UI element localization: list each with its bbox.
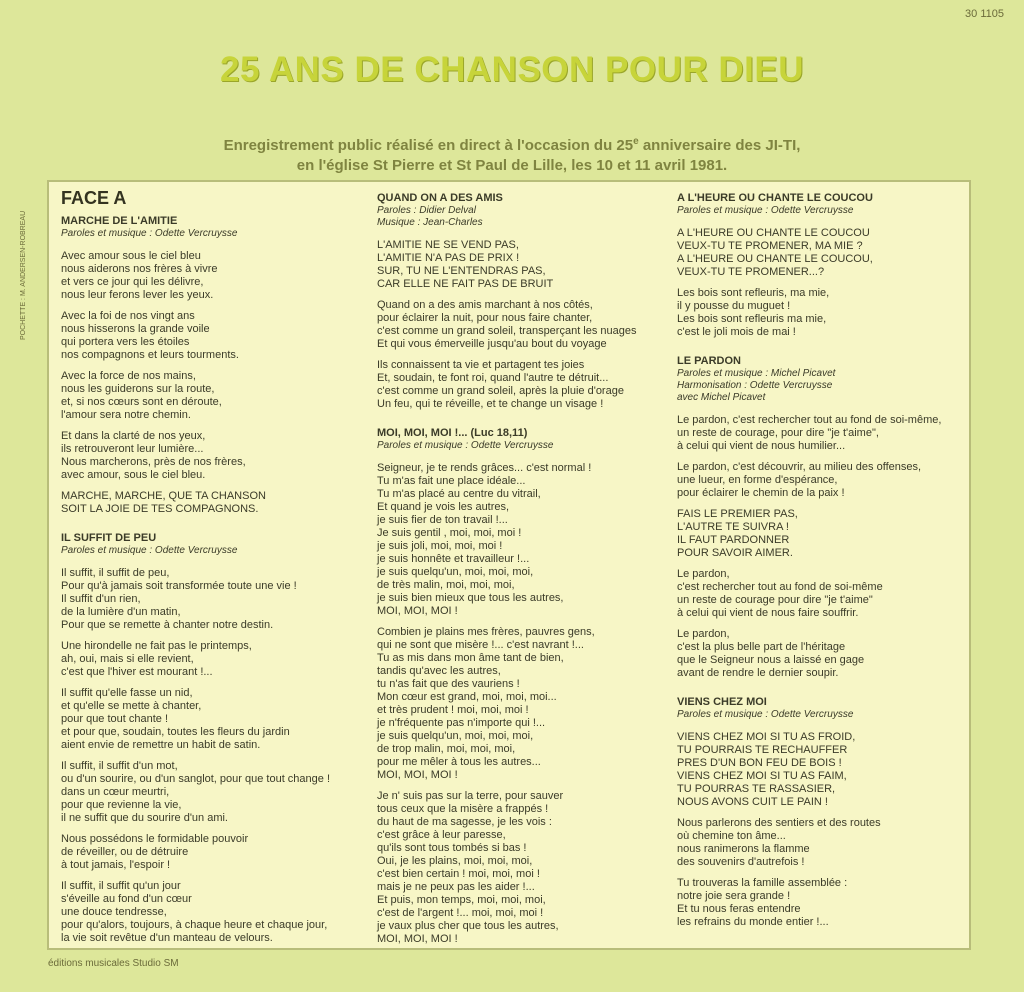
stanza xyxy=(677,508,967,560)
stanza xyxy=(677,287,967,339)
lyric-line: nous leur ferons lever les yeux. xyxy=(61,289,214,301)
lyric-line: avant de rendre le dernier soupir. xyxy=(677,667,839,679)
lyric-line: avec amour, sous le ciel bleu. xyxy=(61,469,206,481)
album-title: 25 ANS DE CHANSON POUR DIEU xyxy=(220,50,804,89)
stanza xyxy=(61,250,361,302)
lyric-line: une douce tendresse, xyxy=(61,906,167,918)
lyric-line: du haut de ma sagesse, je les vois : xyxy=(377,816,552,828)
lyric-line: Avec la foi de nos vingt ans xyxy=(61,310,195,322)
lyric-line: les refrains du monde entier !... xyxy=(677,916,829,928)
stanza xyxy=(61,760,361,825)
lyric-line: A L'HEURE OU CHANTE LE COUCOU, xyxy=(677,253,873,265)
lyric-line: il y pousse du muguet ! xyxy=(677,300,791,312)
stanza xyxy=(377,239,677,291)
lyric-line: c'est la plus belle part de l'héritage xyxy=(677,641,846,653)
lyric-line: et, si nos cœurs sont en déroute, xyxy=(61,396,222,408)
catalog-number: 30 1105 xyxy=(965,8,1004,20)
lyric-line: je suis fier de ton travail !... xyxy=(377,514,508,526)
lyric-line: et pour que, soudain, toutes les fleurs du jardin xyxy=(61,726,290,738)
lyric-line: Et tu nous feras entendre xyxy=(677,903,801,915)
lyric-line: pour que tout chante ! xyxy=(61,713,169,725)
stanza xyxy=(677,817,967,869)
lyric-line: MOI, MOI, MOI ! xyxy=(377,933,458,945)
lyric-line: Tu m'as placé au centre du vitrail, xyxy=(377,488,541,500)
lyric-line: VEUX-TU TE PROMENER, MA MIE ? xyxy=(677,240,863,252)
song-block xyxy=(677,355,967,680)
lyric-line: la vie soit revêtue d'un manteau de velours. xyxy=(61,932,273,944)
stanza xyxy=(677,877,967,929)
lyric-line: c'est rechercher tout au fond de soi-même xyxy=(677,581,883,593)
lyric-line: MARCHE, MARCHE, QUE TA CHANSON xyxy=(61,490,266,502)
lyric-line: je n'fréquente pas n'importe qui !... xyxy=(377,717,546,729)
lyric-line: Mon cœur est grand, moi, moi, moi... xyxy=(377,691,557,703)
stanza xyxy=(61,310,361,362)
lyrics-column xyxy=(677,192,967,945)
song-block xyxy=(61,532,361,945)
stanza xyxy=(61,567,361,632)
lyric-line: Oui, je les plains, moi, moi, moi, xyxy=(377,855,533,867)
album-subtitle xyxy=(0,132,1024,176)
song-block xyxy=(377,192,677,411)
lyric-line: c'est le joli mois de mai ! xyxy=(677,326,796,338)
lyric-line: ah, oui, mais si elle revient, xyxy=(61,653,194,665)
lyric-line: Avec amour sous le ciel bleu xyxy=(61,250,201,262)
lyric-line: notre joie sera grande ! xyxy=(677,890,791,902)
lyrics-column xyxy=(377,192,677,962)
stanza xyxy=(61,640,361,679)
lyric-line: FAIS LE PREMIER PAS, xyxy=(677,508,798,520)
lyric-line: des souvenirs d'autrefois ! xyxy=(677,856,805,868)
song-block xyxy=(377,427,677,946)
lyric-line: qui ne sont que misère !... c'est navrant !... xyxy=(377,639,584,651)
lyric-line: nous les guiderons sur la route, xyxy=(61,383,215,395)
lyric-line: Avec la force de nos mains, xyxy=(61,370,196,382)
stanza xyxy=(61,833,361,872)
lyric-line: Nous possédons le formidable pouvoir xyxy=(61,833,249,845)
lyric-line: pour éclairer le chemin de la paix ! xyxy=(677,487,845,499)
song-credit: avec Michel Picavet xyxy=(677,392,766,403)
song-credit: Musique : Jean-Charles xyxy=(377,217,483,228)
song-credit: Paroles et musique : Odette Vercruysse xyxy=(677,205,854,216)
lyric-line: Le pardon, xyxy=(677,628,730,640)
lyric-line: à tout jamais, l'espoir ! xyxy=(61,859,171,871)
lyric-line: il ne suffit que du sourire d'un ami. xyxy=(61,812,228,824)
lyric-line: L'AMITIE N'A PAS DE PRIX ! xyxy=(377,252,520,264)
lyric-line: Et puis, mon temps, moi, moi, moi, xyxy=(377,894,546,906)
lyric-line: L'AUTRE TE SUIVRA ! xyxy=(677,521,789,533)
song-title: A L'HEURE OU CHANTE LE COUCOU xyxy=(677,192,873,204)
lyric-line: Il suffit, il suffit qu'un jour xyxy=(61,880,181,892)
lyric-line: Et quand je vois les autres, xyxy=(377,501,510,513)
stanza xyxy=(377,626,677,782)
stanza xyxy=(61,430,361,482)
lyric-line: TU POURRAIS TE RECHAUFFER xyxy=(677,744,848,756)
lyric-line: Une hirondelle ne fait pas le printemps, xyxy=(61,640,252,652)
lyric-line: SUR, TU NE L'ENTENDRAS PAS, xyxy=(377,265,546,277)
lyric-line: et qu'elle se mette à chanter, xyxy=(61,700,202,712)
lyric-line: Il suffit qu'elle fasse un nid, xyxy=(61,687,193,699)
lyric-line: de réveiller, ou de détruire xyxy=(61,846,189,858)
lyric-line: nous aiderons nos frères à vivre xyxy=(61,263,218,275)
lyric-line: Il suffit d'un rien, xyxy=(61,593,141,605)
lyric-line: pour que revienne la vie, xyxy=(61,799,182,811)
lyric-line: de très malin, moi, moi, moi, xyxy=(377,579,515,591)
lyric-line: à celui qui vient de nous humilier... xyxy=(677,440,846,452)
lyric-line: Tu m'as fait une place idéale... xyxy=(377,475,526,487)
lyric-line: Et dans la clarté de nos yeux, xyxy=(61,430,206,442)
lyric-line: je suis quelqu'un, moi, moi, moi, xyxy=(377,730,534,742)
lyric-line: un reste de courage, pour dire "je t'aime", xyxy=(677,427,879,439)
lyric-line: Je suis gentil , moi, moi, moi ! xyxy=(377,527,522,539)
lyric-line: c'est comme un grand soleil, après la pluie d'orage xyxy=(377,385,624,397)
lyric-line: VEUX-TU TE PROMENER...? xyxy=(677,266,825,278)
lyric-line: PRES D'UN BON FEU DE BOIS ! xyxy=(677,757,842,769)
lyric-line: ou d'un sourire, ou d'un sanglot, pour que tout change ! xyxy=(61,773,331,785)
stanza xyxy=(677,568,967,620)
lyric-line: c'est comme un grand soleil, transperçant les nuages xyxy=(377,325,637,337)
song-block xyxy=(677,192,967,339)
lyric-line: nous ranimerons la flamme xyxy=(677,843,810,855)
lyric-line: Pour qu'à jamais soit transformée toute une vie ! xyxy=(61,580,297,592)
lyric-line: Nous marcherons, près de nos frères, xyxy=(61,456,246,468)
lyric-line: Le pardon, c'est rechercher tout au fond de soi-même, xyxy=(677,414,942,426)
publisher-footer: éditions musicales Studio SM xyxy=(48,958,179,969)
stanza xyxy=(377,359,677,411)
lyric-line: Les bois sont refleuris ma mie, xyxy=(677,313,827,325)
lyric-line: Et, soudain, te font roi, quand l'autre te détruit... xyxy=(377,372,609,384)
song-credit: Paroles et musique : Odette Vercruysse xyxy=(61,228,238,239)
lyric-line: qu'ils sont tous tombés si bas ! xyxy=(377,842,527,854)
lyric-line: où chemine ton âme... xyxy=(677,830,786,842)
lyric-line: c'est bien certain ! moi, moi, moi ! xyxy=(377,868,540,880)
lyric-line: je suis joli, moi, moi, moi ! xyxy=(377,540,503,552)
lyric-line: A L'HEURE OU CHANTE LE COUCOU xyxy=(677,227,870,239)
lyrics-panel xyxy=(47,180,971,950)
lyric-line: Il suffit, il suffit de peu, xyxy=(61,567,170,579)
stanza xyxy=(377,462,677,618)
lyric-line: SOIT LA JOIE DE TES COMPAGNONS. xyxy=(61,503,259,515)
lyric-line: L'AMITIE NE SE VEND PAS, xyxy=(377,239,519,251)
lyric-line: NOUS AVONS CUIT LE PAIN ! xyxy=(677,796,828,808)
lyric-line: une lueur, en forme d'espérance, xyxy=(677,474,838,486)
lyric-line: qui portera vers les étoiles xyxy=(61,336,190,348)
lyric-line: pour éclairer la nuit, pour nous faire chanter, xyxy=(377,312,593,324)
lyric-line: je vaux plus cher que tous les autres, xyxy=(377,920,559,932)
lyric-line: s'éveille au fond d'un cœur xyxy=(61,893,192,905)
subtitle-line2: en l'église St Pierre et St Paul de Lille, les 10 et 11 avril 1981. xyxy=(296,157,728,174)
lyric-line: de la lumière d'un matin, xyxy=(61,606,181,618)
lyric-line: et vers ce jour qui les délivre, xyxy=(61,276,204,288)
stanza xyxy=(677,628,967,680)
lyric-line: Seigneur, je te rends grâces... c'est normal ! xyxy=(377,462,592,474)
lyric-line: Le pardon, xyxy=(677,568,730,580)
song-credits xyxy=(677,205,967,217)
lyric-line: Combien je plains mes frères, pauvres gens, xyxy=(377,626,595,638)
lyric-line: à celui qui vient de nous faire souffrir. xyxy=(677,607,859,619)
lyric-line: VIENS CHEZ MOI SI TU AS FROID, xyxy=(677,731,856,743)
song-credit: Paroles et musique : Odette Vercruysse xyxy=(377,440,554,451)
song-title: MARCHE DE L'AMITIE xyxy=(61,215,178,227)
lyric-line: nos compagnons et leurs tourments. xyxy=(61,349,239,361)
song-credits xyxy=(377,205,677,229)
lyric-line: tu n'as fait que des vauriens ! xyxy=(377,678,520,690)
stanza xyxy=(377,790,677,946)
song-title: QUAND ON A DES AMIS xyxy=(377,192,503,204)
lyric-line: Je n' suis pas sur la terre, pour sauver xyxy=(377,790,564,802)
lyric-line: c'est grâce à leur paresse, xyxy=(377,829,506,841)
stanza xyxy=(61,880,361,945)
subtitle-sup: e xyxy=(633,136,639,147)
stanza xyxy=(377,299,677,351)
stanza xyxy=(677,227,967,279)
lyric-line: tandis qu'avec les autres, xyxy=(377,665,501,677)
lyric-line: tous ceux que la misère a frappés ! xyxy=(377,803,549,815)
lyric-line: de trop malin, moi, moi, moi, xyxy=(377,743,516,755)
subtitle-line1-pre: Enregistrement public réalisé en direct à l'occasion du 25 xyxy=(223,137,634,154)
song-credits xyxy=(61,228,361,240)
song-credit: Paroles et musique : Michel Picavet xyxy=(677,368,836,379)
lyric-line: c'est que l'hiver est mourant !... xyxy=(61,666,213,678)
subtitle-line1-post: anniversaire des JI-TI, xyxy=(638,137,801,154)
lyric-line: POUR SAVOIR AIMER. xyxy=(677,547,793,559)
lyric-line: Le pardon, c'est découvrir, au milieu des offenses, xyxy=(677,461,922,473)
song-credits xyxy=(677,709,967,721)
lyric-line: Il suffit, il suffit d'un mot, xyxy=(61,760,178,772)
lyric-line: aient envie de remettre un habit de satin. xyxy=(61,739,261,751)
lyric-line: pour me mêler à tous les autres... xyxy=(377,756,541,768)
song-credit: Paroles et musique : Odette Vercruysse xyxy=(61,545,238,556)
lyric-line: pour qu'alors, toujours, à chaque heure et chaque jour, xyxy=(61,919,328,931)
lyric-line: dans un cœur meurtri, xyxy=(61,786,170,798)
stanza xyxy=(61,370,361,422)
song-title: IL SUFFIT DE PEU xyxy=(61,532,157,544)
lyric-line: un reste de courage pour dire "je t'aime" xyxy=(677,594,873,606)
lyric-line: Quand on a des amis marchant à nos côtés, xyxy=(377,299,593,311)
lyric-line: Nous parlerons des sentiers et des routes xyxy=(677,817,881,829)
lyric-line: IL FAUT PARDONNER xyxy=(677,534,790,546)
lyric-line: je suis quelqu'un, moi, moi, moi, xyxy=(377,566,534,578)
lyric-line: que le Seigneur nous a laissé en gage xyxy=(677,654,865,666)
lyric-line: et très prudent ! moi, moi, moi ! xyxy=(377,704,529,716)
song-credits xyxy=(377,440,677,452)
lyric-line: Pour que se remette à chanter notre destin. xyxy=(61,619,274,631)
stanza xyxy=(61,490,361,516)
lyric-line: Ils connaissent ta vie et partagent tes joies xyxy=(377,359,585,371)
song-title: MOI, MOI, MOI !... (Luc 18,11) xyxy=(377,427,528,439)
lyric-line: nous hisserons la grande voile xyxy=(61,323,210,335)
stanza xyxy=(677,461,967,500)
stanza xyxy=(61,687,361,752)
lyric-line: l'amour sera notre chemin. xyxy=(61,409,191,421)
song-credit: Paroles et musique : Odette Vercruysse xyxy=(677,709,854,720)
stanza xyxy=(677,731,967,809)
lyric-line: VIENS CHEZ MOI SI TU AS FAIM, xyxy=(677,770,847,782)
lyric-line: Tu as mis dans mon âme tant de bien, xyxy=(377,652,564,664)
song-block xyxy=(677,696,967,929)
sleeve-credit: POCHETTE : M. ANDERSEN-ROBREAU xyxy=(20,210,27,340)
lyric-line: TU POURRAS TE RASSASIER, xyxy=(677,783,836,795)
song-block xyxy=(61,215,361,516)
song-credit: Paroles : Didier Delval xyxy=(377,205,476,216)
song-title: LE PARDON xyxy=(677,355,741,367)
lyrics-column xyxy=(61,188,361,961)
lyric-line: Tu trouveras la famille assemblée : xyxy=(677,877,848,889)
song-credits xyxy=(677,368,967,404)
song-credit: Harmonisation : Odette Vercruysse xyxy=(677,380,833,391)
lyric-line: MOI, MOI, MOI ! xyxy=(377,769,458,781)
lyric-line: je suis honnête et travailleur !... xyxy=(377,553,530,565)
lyric-line: ils retrouveront leur lumière... xyxy=(61,443,204,455)
song-title: VIENS CHEZ MOI xyxy=(677,696,767,708)
lyric-line: Et qui vous émerveille jusqu'au bout du voyage xyxy=(377,338,607,350)
face-label: FACE A xyxy=(61,188,127,208)
lyric-line: je suis bien mieux que tous les autres, xyxy=(377,592,564,604)
stanza xyxy=(677,414,967,453)
lyric-line: c'est de l'argent !... moi, moi, moi ! xyxy=(377,907,544,919)
lyric-line: CAR ELLE NE FAIT PAS DE BRUIT xyxy=(377,278,554,290)
song-credits xyxy=(61,545,361,557)
lyric-line: Les bois sont refleuris, ma mie, xyxy=(677,287,830,299)
lyric-line: Un feu, qui te réveille, et te change un visage ! xyxy=(377,398,604,410)
lyric-line: MOI, MOI, MOI ! xyxy=(377,605,458,617)
lyric-line: mais je ne peux pas les aider !... xyxy=(377,881,535,893)
